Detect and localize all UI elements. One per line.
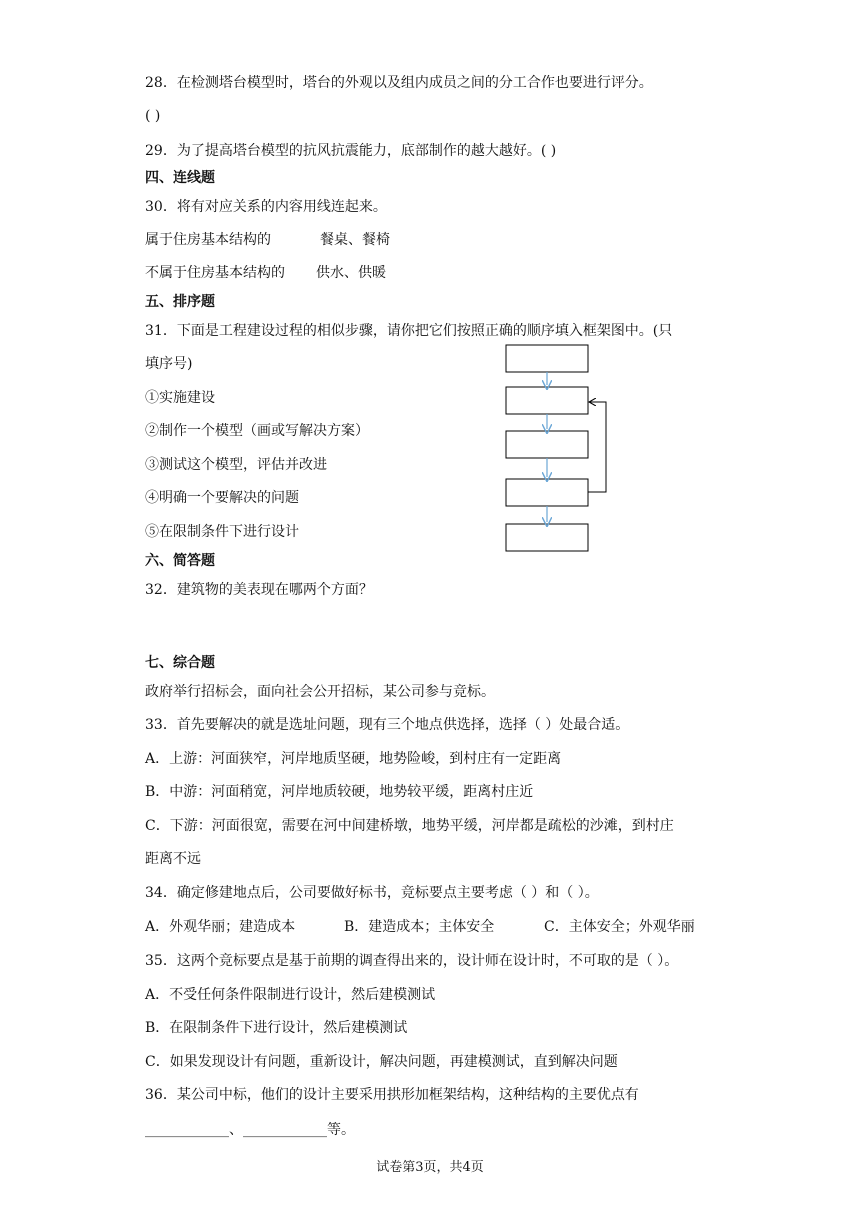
q33-option-a[interactable]: A．上游：河面狭窄，河岸地质坚硬，地势险峻，到村庄有一定距离 (145, 751, 562, 767)
q33-text: 33．首先要解决的就是选址问题，现有三个地点供选择，选择（ ）处最合适。 (145, 717, 630, 733)
flow-box-5[interactable] (506, 524, 588, 551)
q34-option-a[interactable]: A．外观华丽；建造成本 (145, 919, 296, 935)
q30-right-item-2[interactable]: 供水、供暖 (316, 265, 386, 281)
flow-box-3[interactable] (506, 431, 588, 458)
q30-left-item-1[interactable]: 属于住房基本结构的 (145, 232, 271, 248)
flow-box-2[interactable] (506, 387, 588, 414)
q29-text: 29．为了提高塔台模型的抗风抗震能力，底部制作的越大越好。( ) (145, 143, 557, 159)
q33-option-b[interactable]: B．中游：河面稍宽，河岸地质较硬，地势较平缓，距离村庄近 (145, 784, 534, 800)
page-footer: 试卷第3页，共4页 (376, 1160, 484, 1175)
q30-left-item-2[interactable]: 不属于住房基本结构的 (145, 265, 285, 281)
q31-step-1: ①实施建设 (145, 390, 215, 406)
section-7-heading: 七、综合题 (145, 655, 215, 671)
q28-answer-paren[interactable]: ( ) (145, 108, 161, 124)
q31-text-line1: 31．下面是工程建设过程的相似步骤，请你把它们按照正确的顺序填入框架图中。(只 (145, 323, 673, 339)
q35-option-c[interactable]: C．如果发现设计有问题，重新设计，解决问题，再建模测试，直到解决问题 (145, 1054, 618, 1070)
q34-option-b[interactable]: B．建造成本；主体安全 (344, 919, 495, 935)
q36-blanks[interactable]: ____________、____________等。 (145, 1122, 355, 1138)
flow-box-4[interactable] (506, 479, 588, 506)
q32-text: 32．建筑物的美表现在哪两个方面？ (145, 582, 373, 598)
q31-step-5: ⑤在限制条件下进行设计 (145, 524, 299, 540)
flow-box-1[interactable] (506, 345, 588, 372)
q36-text-line1: 36．某公司中标，他们的设计主要采用拱形加框架结构，这种结构的主要优点有 (145, 1087, 639, 1103)
section-6-heading: 六、简答题 (145, 553, 215, 569)
q35-option-b[interactable]: B．在限制条件下进行设计，然后建模测试 (145, 1020, 408, 1036)
flow-feedback-arrow (588, 402, 606, 492)
q35-option-a[interactable]: A．不受任何条件限制进行设计，然后建模测试 (145, 987, 436, 1003)
section-4-heading: 四、连线题 (145, 170, 215, 186)
q30-text: 30．将有对应关系的内容用线连起来。 (145, 199, 387, 215)
q33-option-c-line2: 距离不远 (145, 851, 201, 867)
q33-option-c-line1[interactable]: C．下游：河面很宽，需要在河中间建桥墩，地势平缓，河岸都是疏松的沙滩，到村庄 (145, 818, 674, 834)
q31-step-2: ②制作一个模型（画或写解决方案） (145, 423, 369, 439)
q31-step-4: ④明确一个要解决的问题 (145, 490, 299, 506)
q35-text: 35．这两个竞标要点是基于前期的调查得出来的，设计师在设计时，不可取的是（ ）。 (145, 953, 679, 969)
q31-text-line2: 填序号) (145, 356, 193, 372)
q34-option-c[interactable]: C．主体安全；外观华丽 (544, 919, 695, 935)
section-5-heading: 五、排序题 (145, 294, 215, 310)
q30-right-item-1[interactable]: 餐桌、餐椅 (320, 232, 390, 248)
q34-text: 34．确定修建地点后，公司要做好标书，竞标要点主要考虑（ ）和（ ）。 (145, 885, 599, 901)
q28-text: 28．在检测塔台模型时，塔台的外观以及组内成员之间的分工合作也要进行评分。 (145, 75, 653, 91)
q31-step-3: ③测试这个模型，评估并改进 (145, 457, 327, 473)
q31-flow-diagram (500, 340, 620, 560)
scenario-intro: 政府举行招标会，面向社会公开招标，某公司参与竞标。 (145, 684, 495, 700)
